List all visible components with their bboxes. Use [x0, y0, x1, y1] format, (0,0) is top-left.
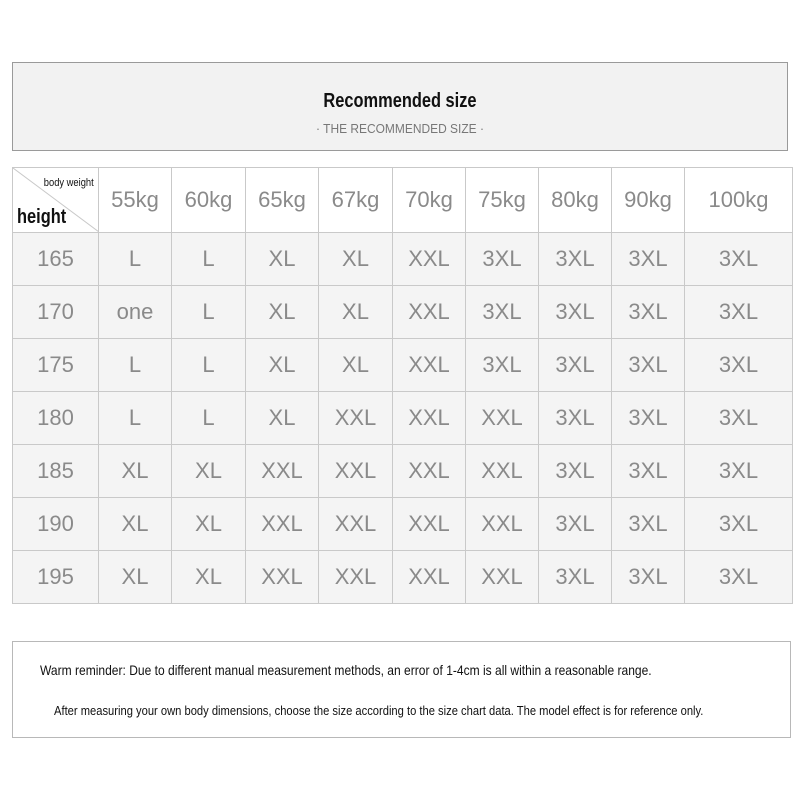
- body-weight-label: body weight: [44, 177, 94, 189]
- size-cell: one: [99, 286, 172, 339]
- table-row: [13, 339, 793, 392]
- size-cell: XL: [172, 445, 246, 498]
- table-row: [13, 551, 793, 604]
- size-cell: 3XL: [539, 445, 612, 498]
- size-cell: XXL: [246, 498, 319, 551]
- size-chart-table: [12, 167, 793, 604]
- size-cell: XL: [246, 286, 319, 339]
- weight-header-cell: 100kg: [685, 168, 793, 233]
- reminder-text: Warm reminder: Due to different manual measurement methods, an error of 1-4cm is all within a reasonable range.: [40, 662, 652, 678]
- size-cell: XXL: [466, 392, 539, 445]
- size-cell: 3XL: [612, 498, 685, 551]
- size-cell: 3XL: [539, 498, 612, 551]
- size-cell: XXL: [393, 551, 466, 604]
- size-cell: XL: [246, 233, 319, 286]
- size-cell: XXL: [466, 498, 539, 551]
- weight-header-cell: 90kg: [612, 168, 685, 233]
- size-cell: XXL: [319, 551, 393, 604]
- size-cell: L: [99, 339, 172, 392]
- size-cell: XL: [319, 286, 393, 339]
- weight-header-cell: 60kg: [172, 168, 246, 233]
- size-cell: L: [172, 233, 246, 286]
- size-cell: XXL: [246, 445, 319, 498]
- height-cell: 195: [13, 551, 99, 604]
- size-cell: 3XL: [685, 233, 793, 286]
- size-cell: 3XL: [612, 392, 685, 445]
- size-cell: XXL: [393, 498, 466, 551]
- size-cell: XXL: [466, 551, 539, 604]
- weight-header-cell: 75kg: [466, 168, 539, 233]
- size-cell: L: [172, 286, 246, 339]
- reference-note-text: After measuring your own body dimensions, choose the size according to the size chart data. The model effect is for reference only.: [54, 703, 704, 718]
- size-cell: XL: [99, 445, 172, 498]
- size-cell: XL: [99, 551, 172, 604]
- size-cell: XL: [319, 233, 393, 286]
- table-row: [13, 233, 793, 286]
- size-cell: XXL: [466, 445, 539, 498]
- size-cell: XL: [172, 498, 246, 551]
- size-cell: 3XL: [685, 445, 793, 498]
- weight-header-cell: 80kg: [539, 168, 612, 233]
- size-cell: 3XL: [539, 286, 612, 339]
- size-cell: XL: [99, 498, 172, 551]
- size-cell: 3XL: [612, 233, 685, 286]
- size-cell: XL: [172, 551, 246, 604]
- weight-header-cell: 70kg: [393, 168, 466, 233]
- size-cell: 3XL: [539, 339, 612, 392]
- height-cell: 165: [13, 233, 99, 286]
- table-row: [13, 445, 793, 498]
- size-cell: XL: [246, 339, 319, 392]
- size-cell: 3XL: [466, 339, 539, 392]
- size-cell: XXL: [393, 286, 466, 339]
- size-cell: 3XL: [612, 445, 685, 498]
- size-cell: XXL: [319, 445, 393, 498]
- page-subtitle: · THE RECOMMENDED SIZE ·: [316, 121, 484, 136]
- height-cell: 185: [13, 445, 99, 498]
- size-cell: 3XL: [685, 498, 793, 551]
- size-cell: XXL: [319, 498, 393, 551]
- size-cell: L: [99, 392, 172, 445]
- size-cell: 3XL: [685, 551, 793, 604]
- corner-header-cell: [13, 168, 99, 233]
- size-cell: XXL: [393, 233, 466, 286]
- size-cell: 3XL: [539, 233, 612, 286]
- size-cell: XXL: [393, 445, 466, 498]
- table-row: [13, 286, 793, 339]
- weight-header-cell: 67kg: [319, 168, 393, 233]
- size-cell: 3XL: [466, 233, 539, 286]
- table-row: [13, 392, 793, 445]
- weight-header-row: [13, 168, 793, 233]
- size-cell: XXL: [319, 392, 393, 445]
- size-cell: XXL: [246, 551, 319, 604]
- size-cell: 3XL: [685, 392, 793, 445]
- weight-header-cell: 55kg: [99, 168, 172, 233]
- size-cell: 3XL: [612, 551, 685, 604]
- height-cell: 190: [13, 498, 99, 551]
- size-cell: 3XL: [539, 551, 612, 604]
- page-title: Recommended size: [323, 90, 477, 112]
- size-cell: XL: [246, 392, 319, 445]
- size-cell: 3XL: [612, 339, 685, 392]
- height-cell: 170: [13, 286, 99, 339]
- height-cell: 180: [13, 392, 99, 445]
- table-row: [13, 498, 793, 551]
- size-cell: L: [172, 392, 246, 445]
- size-cell: L: [99, 233, 172, 286]
- size-cell: XXL: [393, 339, 466, 392]
- title-banner: [12, 62, 788, 151]
- size-cell: 3XL: [685, 286, 793, 339]
- size-cell: 3XL: [466, 286, 539, 339]
- size-cell: 3XL: [539, 392, 612, 445]
- height-label: height: [17, 206, 67, 228]
- size-cell: L: [172, 339, 246, 392]
- size-cell: XXL: [393, 392, 466, 445]
- reminder-box: [12, 641, 791, 738]
- size-cell: 3XL: [685, 339, 793, 392]
- size-cell: XL: [319, 339, 393, 392]
- height-cell: 175: [13, 339, 99, 392]
- size-cell: 3XL: [612, 286, 685, 339]
- weight-header-cell: 65kg: [246, 168, 319, 233]
